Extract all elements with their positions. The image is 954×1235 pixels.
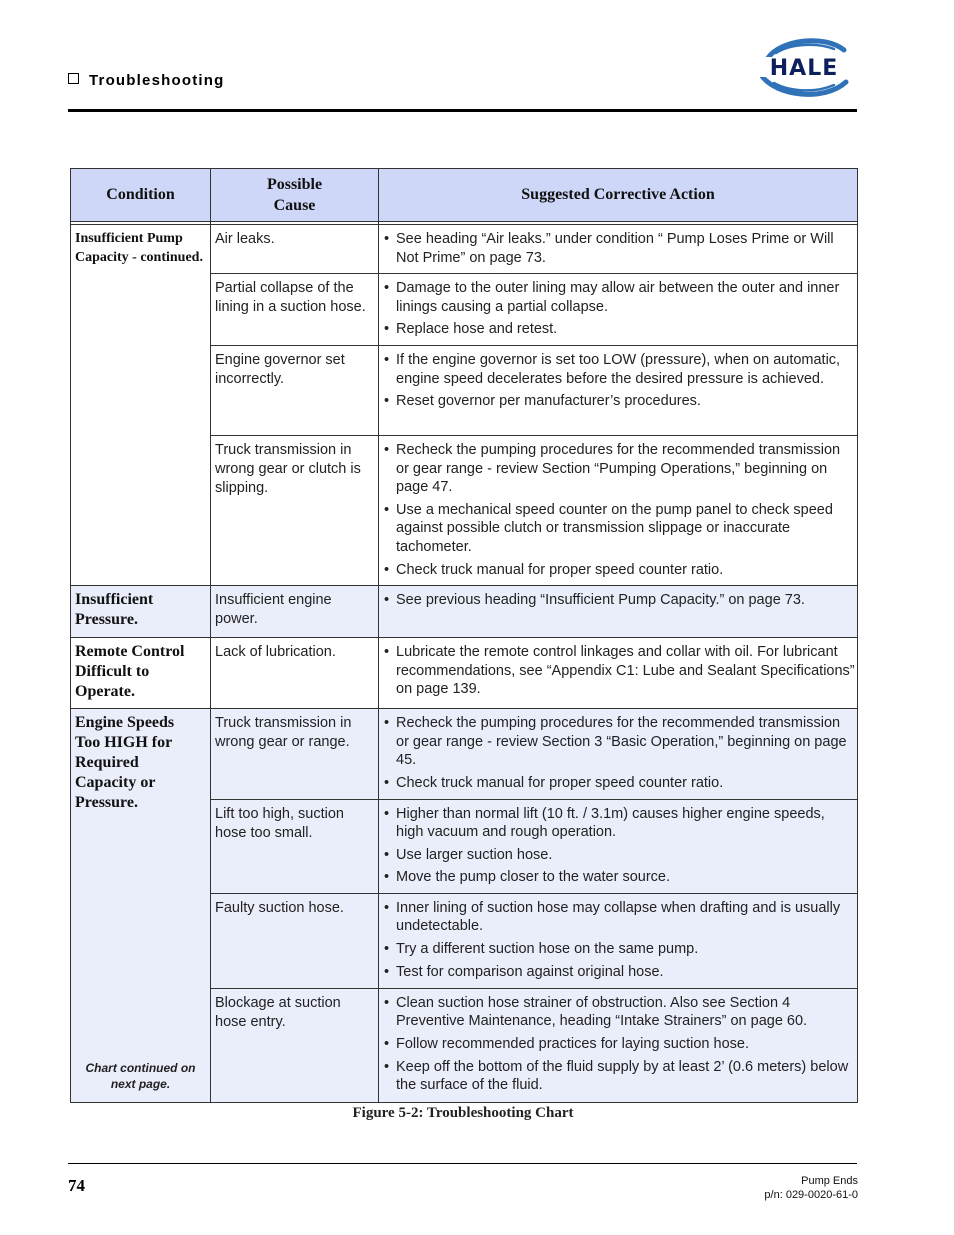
condition-insufficient-pressure: [71, 586, 211, 638]
action-list: [383, 591, 855, 610]
corrective-action-cell: [379, 638, 858, 709]
cause-cell: Blockage at suction hose entry.: [211, 988, 379, 1102]
corrective-action-cell: [379, 345, 858, 435]
action-item: • Use a mechanical speed counter on the pump panel to check speed against possible clutch or transmission slippage or inaccurate tachometer.: [383, 501, 855, 557]
action-item: • Test for comparison against original hose.: [383, 963, 855, 982]
action-list: [383, 441, 855, 579]
action-item: • Replace hose and retest.: [383, 320, 855, 339]
table-row: [71, 638, 858, 709]
cause-cell: Lift too high, suction hose too small.: [211, 799, 379, 893]
action-item: • Move the pump closer to the water source.: [383, 868, 855, 887]
action-item: • Try a different suction hose on the same pump.: [383, 940, 855, 959]
cause-cell: Partial collapse of the lining in a suction hose.: [211, 274, 379, 346]
corrective-action-cell: [379, 586, 858, 638]
table-row: [71, 225, 858, 274]
action-item: • Reset governor per manufacturer’s procedures.: [383, 392, 855, 411]
running-header: [68, 72, 225, 89]
cause-cell: Insufficient engine power.: [211, 586, 379, 638]
cause-cell: Air leaks.: [211, 225, 379, 274]
action-item: • Check truck manual for proper speed counter ratio.: [383, 561, 855, 580]
action-list: [383, 279, 855, 339]
cause-cell: Lack of lubrication.: [211, 638, 379, 709]
column-header-possible-cause: Possible Cause: [211, 169, 379, 222]
action-item: • See previous heading “Insufficient Pump Capacity.” on page 73.: [383, 591, 855, 610]
condition-insufficient-pump-capacity: [71, 225, 211, 586]
corrective-action-cell: [379, 988, 858, 1102]
action-item: • Higher than normal lift (10 ft. / 3.1m) causes higher engine speeds, high vacuum and rough operation.: [383, 805, 855, 842]
action-list: [383, 714, 855, 792]
part-number: p/n: 029-0020-61-0: [764, 1189, 858, 1201]
table-header-row: [71, 169, 858, 222]
corrective-action-cell: [379, 274, 858, 346]
action-list: [383, 351, 855, 411]
corrective-action-cell: [379, 799, 858, 893]
action-list: [383, 899, 855, 981]
header-divider: [68, 109, 857, 112]
cause-cell: Engine governor set incorrectly.: [211, 345, 379, 435]
corrective-action-cell: [379, 435, 858, 585]
corrective-action-cell: [379, 225, 858, 274]
cause-cell: Truck transmission in wrong gear or clutch is slipping.: [211, 435, 379, 585]
condition-label: Insufficient Pump Capacity - continued.: [75, 231, 203, 265]
logo-text: HALE: [769, 56, 839, 81]
hale-logo: [754, 36, 854, 100]
table-row: [71, 709, 858, 799]
action-item: • Damage to the outer lining may allow air between the outer and inner linings causing a partial collapse.: [383, 279, 855, 316]
action-list: [383, 230, 855, 267]
action-item: • Lubricate the remote control linkages and collar with oil. For lubricant recommendations, see “Appendix C1: Lube and Sealant Specifications” on page 139.: [383, 643, 855, 699]
condition-label: Insufficient Pressure.: [75, 591, 154, 629]
action-item: • Recheck the pumping procedures for the recommended transmission or gear range - review Section 3 “Basic Operation,” beginning on page 45.: [383, 714, 855, 770]
action-item: • Clean suction hose strainer of obstruction. Also see Section 4 Preventive Maintenance, heading “Intake Strainers” on page 60.: [383, 994, 855, 1031]
condition-label: Engine Speeds Too HIGH for Required Capacity or Pressure.: [75, 714, 175, 812]
figure-caption: Figure 5-2: Troubleshooting Chart: [352, 1105, 574, 1121]
cause-cell: Faulty suction hose.: [211, 893, 379, 988]
page-number: 74: [68, 1176, 85, 1195]
cause-cell: Truck transmission in wrong gear or range.: [211, 709, 379, 799]
document-info: [764, 1174, 858, 1202]
troubleshooting-table: [70, 168, 858, 1103]
table-row: [71, 586, 858, 638]
column-header-condition: Condition: [71, 169, 211, 222]
action-item: • Follow recommended practices for laying suction hose.: [383, 1035, 855, 1054]
column-header-corrective-action: Suggested Corrective Action: [379, 169, 858, 222]
condition-engine-speeds-too-high: [71, 709, 211, 1103]
action-item: • Recheck the pumping procedures for the recommended transmission or gear range - review Section “Pumping Operations,” beginning on page 47.: [383, 441, 855, 497]
action-item: • Check truck manual for proper speed counter ratio.: [383, 774, 855, 793]
checkbox-bullet-icon: [68, 73, 79, 84]
action-item: • Keep off the bottom of the fluid supply by at least 2’ (0.6 meters) below the surface of the fluid.: [383, 1058, 855, 1095]
action-item: • See heading “Air leaks.” under condition “ Pump Loses Prime or Will Not Prime” on page 73.: [383, 230, 855, 267]
footer-divider: [68, 1163, 857, 1164]
condition-remote-control: [71, 638, 211, 709]
action-item: • If the engine governor is set too LOW (pressure), when on automatic, engine speed decelerates before the desired pressure is achieved.: [383, 351, 855, 388]
condition-label: Remote Control Difficult to Operate.: [75, 643, 185, 701]
action-item: • Inner lining of suction hose may collapse when drafting and is usually undetectable.: [383, 899, 855, 936]
corrective-action-cell: [379, 893, 858, 988]
document-title: Pump Ends: [801, 1175, 858, 1187]
chart-continued-note: Chart continued on next page.: [85, 1060, 196, 1091]
action-list: [383, 643, 855, 699]
action-list: [383, 805, 855, 887]
action-list: [383, 994, 855, 1095]
section-title: Troubleshooting: [89, 72, 225, 89]
action-item: • Use larger suction hose.: [383, 846, 855, 865]
corrective-action-cell: [379, 709, 858, 799]
